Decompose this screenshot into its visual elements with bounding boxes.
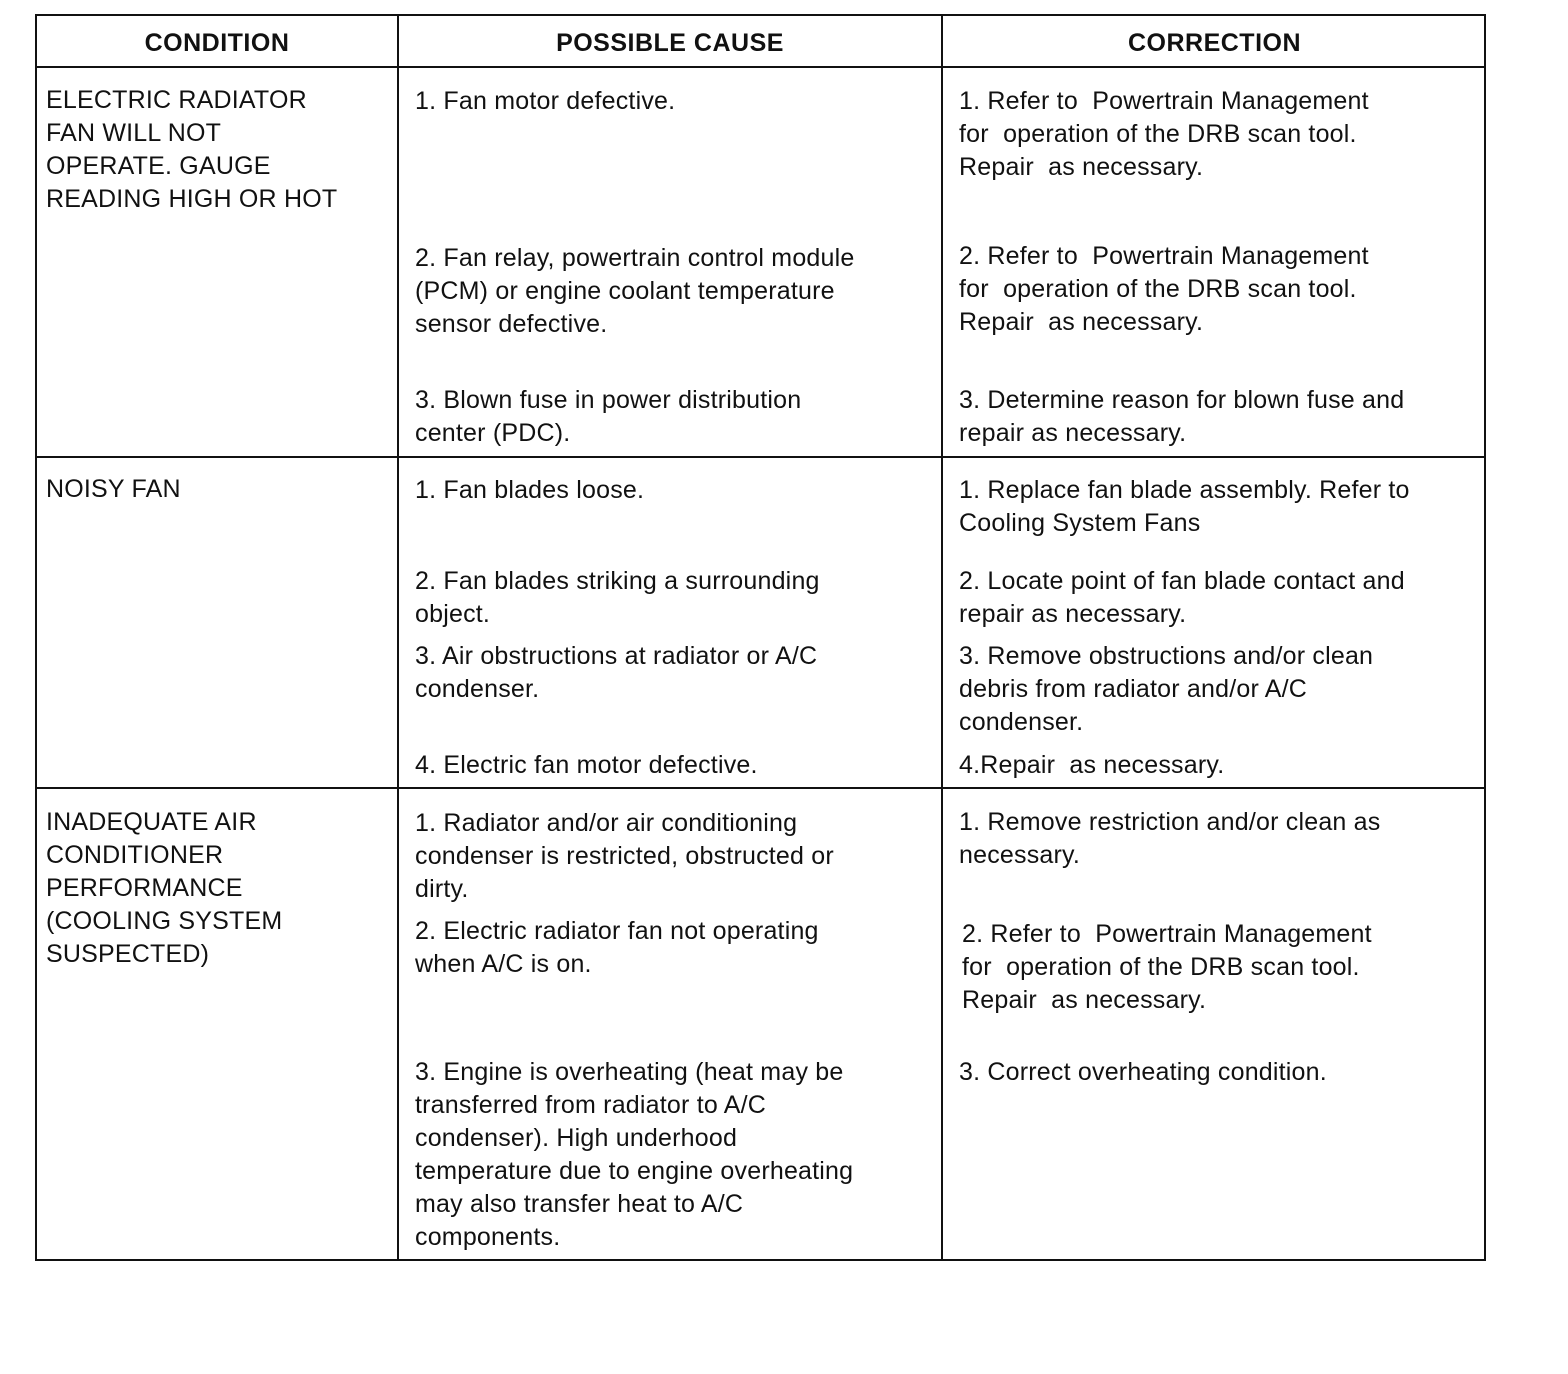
- correction-cell: 3. Remove obstructions and/or clean debris from radiator and/or A/C condenser.: [959, 642, 1374, 736]
- cause-cell: 1. Radiator and/or air conditioning condenser is restricted, obstructed or dirty.: [415, 809, 834, 903]
- correction-cell: 1. Replace fan blade assembly. Refer to Cooling System Fans: [959, 476, 1410, 537]
- correction-cell: 3. Determine reason for blown fuse and repair as necessary.: [959, 386, 1405, 447]
- correction-cell: 2. Locate point of fan blade contact and repair as necessary.: [959, 567, 1405, 628]
- correction-cell: 1. Refer to Powertrain Management for operation of the DRB scan tool. Repair as necessary.: [959, 87, 1369, 181]
- cause-cell: 3. Air obstructions at radiator or A/C condenser.: [415, 642, 818, 703]
- condition-cell: ELECTRIC RADIATOR FAN WILL NOT OPERATE. GAUGE READING HIGH OR HOT: [46, 86, 338, 213]
- cause-cell: 2. Electric radiator fan not operating when A/C is on.: [415, 917, 819, 978]
- header-condition: CONDITION: [144, 29, 290, 57]
- condition-cell: INADEQUATE AIR CONDITIONER PERFORMANCE (COOLING SYSTEM SUSPECTED): [46, 808, 283, 968]
- cause-cell: 2. Fan blades striking a surrounding object.: [415, 567, 820, 628]
- cause-cell: 3. Blown fuse in power distribution center (PDC).: [415, 386, 802, 447]
- correction-cell: 4.Repair as necessary.: [959, 751, 1225, 779]
- row-divider: [37, 456, 1484, 458]
- correction-cell: 2. Refer to Powertrain Management for operation of the DRB scan tool. Repair as necessary.: [962, 920, 1372, 1014]
- cause-cell: 3. Engine is overheating (heat may be transferred from radiator to A/C condenser). High underhood temperature due to engine overheating may also transfer heat to A/C components.: [415, 1058, 854, 1251]
- correction-cell: 2. Refer to Powertrain Management for operation of the DRB scan tool. Repair as necessary.: [959, 242, 1369, 336]
- header-possible-cause: POSSIBLE CAUSE: [556, 29, 784, 57]
- column-divider: [397, 16, 399, 1259]
- column-divider: [941, 16, 943, 1259]
- correction-cell: 3. Correct overheating condition.: [959, 1058, 1327, 1086]
- diagnosis-table: [35, 14, 1486, 1261]
- row-divider: [37, 787, 1484, 789]
- header-correction: CORRECTION: [1127, 29, 1302, 57]
- cause-cell: 1. Fan blades loose.: [415, 476, 645, 504]
- cause-cell: 4. Electric fan motor defective.: [415, 751, 758, 779]
- condition-cell: NOISY FAN: [46, 475, 181, 503]
- correction-cell: 1. Remove restriction and/or clean as necessary.: [959, 808, 1381, 869]
- cause-cell: 2. Fan relay, powertrain control module (PCM) or engine coolant temperature sensor defective.: [415, 244, 855, 338]
- cause-cell: 1. Fan motor defective.: [415, 87, 676, 115]
